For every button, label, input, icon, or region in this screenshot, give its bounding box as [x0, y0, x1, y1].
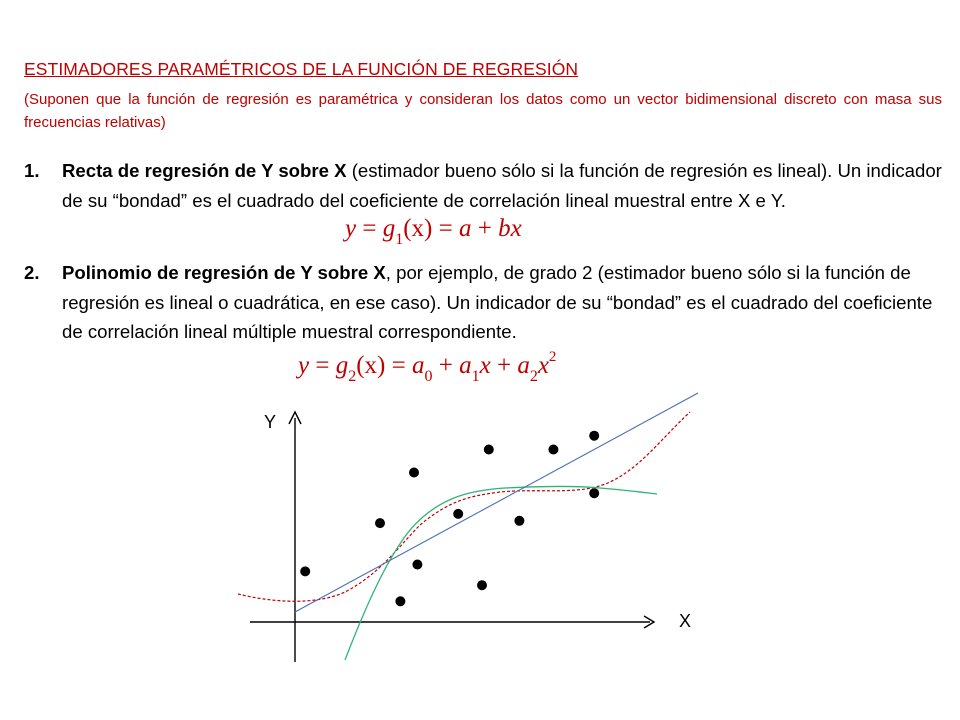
list-item-body: (estimador bueno sólo si la función de regresión es lineal). Un indicador de su “bondad” es el cuadrado del coeficiente de correlación lineal muestral entre X e Y.: [62, 160, 942, 211]
page-title: ESTIMADORES PARAMÉTRICOS DE LA FUNCIÓN DE REGRESIÓN: [24, 59, 579, 79]
formula-quadratic: $y = g_2(x) = a_0 + a_1x + a_2x^2$: [298, 349, 557, 385]
data-point-10: [548, 445, 558, 455]
data-point-12: [589, 431, 599, 441]
series-line-quadratic-regression: [345, 487, 657, 661]
x-axis-label: X: [679, 611, 692, 631]
data-point-8: [484, 445, 494, 455]
data-point-1: [300, 566, 310, 576]
list-item-body: , por ejemplo, de grado 2 (estimador bueno sólo si la función de regresión es lineal o cuadrática, en ese caso). Un indicador de su “bondad” es el cuadrado del coeficiente de correlación lineal múltiple muestral correspondiente.: [62, 262, 933, 342]
data-points: [300, 431, 599, 607]
data-point-5: [412, 560, 422, 570]
data-point-4: [409, 468, 419, 478]
data-point-2: [375, 518, 385, 528]
y-axis-label: Y: [264, 412, 277, 432]
data-point-3: [395, 596, 405, 606]
chart-axes: [250, 412, 691, 662]
data-point-11: [589, 488, 599, 498]
page-subtitle: (Suponen que la función de regresión es paramétrica y consideran los datos como un vector bidimensional discreto con masa sus frecuencias relativas): [24, 91, 942, 131]
list-item-number: 1.: [24, 160, 40, 181]
list-item-number: 2.: [24, 262, 40, 283]
data-point-9: [514, 516, 524, 526]
formula-linear: $y = g_1(x) = a$ + bx: [345, 215, 522, 248]
data-point-7: [477, 580, 487, 590]
list-item-bold-title: Polinomio de regresión de Y sobre X: [62, 262, 386, 283]
data-point-6: [453, 509, 463, 519]
series-line-linear-regression: [295, 393, 698, 612]
list-item-bold-title: Recta de regresión de Y sobre X: [62, 160, 347, 181]
